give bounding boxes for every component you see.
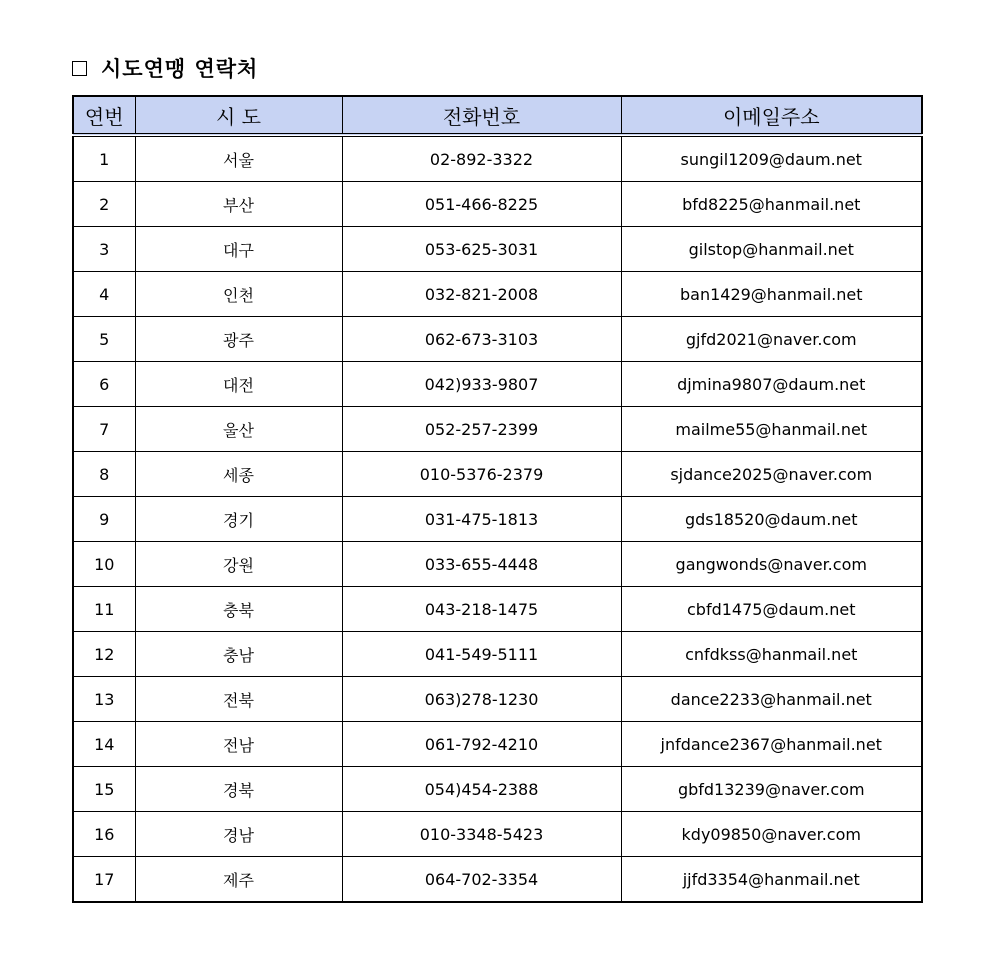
row-region: 경기 [135,497,342,542]
checkbox-icon [72,61,87,76]
row-region: 광주 [135,317,342,362]
row-phone: 031-475-1813 [342,497,621,542]
row-region: 세종 [135,452,342,497]
row-region: 울산 [135,407,342,452]
header-email: 이메일주소 [621,96,922,135]
table-row [73,857,922,903]
row-phone: 033-655-4448 [342,542,621,587]
table-row [73,812,922,857]
table-row [73,362,922,407]
row-email: bfd8225@hanmail.net [621,182,922,227]
table-row [73,542,922,587]
table-body [73,135,922,902]
contact-table [72,95,923,903]
row-phone: 063)278-1230 [342,677,621,722]
row-region: 충북 [135,587,342,632]
row-region: 제주 [135,857,342,903]
row-phone: 064-702-3354 [342,857,621,903]
row-number: 16 [73,812,135,857]
row-phone: 051-466-8225 [342,182,621,227]
row-email: gds18520@daum.net [621,497,922,542]
row-region: 인천 [135,272,342,317]
row-number: 17 [73,857,135,903]
row-region: 경북 [135,767,342,812]
table-row [73,632,922,677]
row-number: 3 [73,227,135,272]
row-email: cnfdkss@hanmail.net [621,632,922,677]
row-email: jnfdance2367@hanmail.net [621,722,922,767]
row-phone: 052-257-2399 [342,407,621,452]
row-number: 8 [73,452,135,497]
row-email: kdy09850@naver.com [621,812,922,857]
row-number: 1 [73,135,135,182]
row-number: 12 [73,632,135,677]
row-region: 전남 [135,722,342,767]
row-number: 6 [73,362,135,407]
page-heading [72,52,258,84]
row-email: ban1429@hanmail.net [621,272,922,317]
row-number: 2 [73,182,135,227]
row-email: jjfd3354@hanmail.net [621,857,922,903]
table-row [73,182,922,227]
table-row [73,317,922,362]
header-phone: 전화번호 [342,96,621,135]
row-number: 7 [73,407,135,452]
table-row [73,497,922,542]
row-region: 충남 [135,632,342,677]
row-phone: 053-625-3031 [342,227,621,272]
row-email: sjdance2025@naver.com [621,452,922,497]
row-phone: 032-821-2008 [342,272,621,317]
header-region: 시 도 [135,96,342,135]
row-number: 14 [73,722,135,767]
row-email: gbfd13239@naver.com [621,767,922,812]
row-email: sungil1209@daum.net [621,135,922,182]
row-number: 13 [73,677,135,722]
table-row [73,272,922,317]
table-row [73,722,922,767]
row-number: 11 [73,587,135,632]
table-row [73,587,922,632]
row-phone: 042)933-9807 [342,362,621,407]
row-phone: 062-673-3103 [342,317,621,362]
table-row [73,407,922,452]
row-number: 4 [73,272,135,317]
table-row [73,452,922,497]
row-number: 9 [73,497,135,542]
row-phone: 061-792-4210 [342,722,621,767]
table-row [73,135,922,182]
row-email: cbfd1475@daum.net [621,587,922,632]
row-region: 대전 [135,362,342,407]
row-region: 경남 [135,812,342,857]
table-row [73,677,922,722]
row-number: 5 [73,317,135,362]
row-phone: 054)454-2388 [342,767,621,812]
table-row [73,767,922,812]
row-number: 10 [73,542,135,587]
row-number: 15 [73,767,135,812]
row-region: 전북 [135,677,342,722]
row-region: 부산 [135,182,342,227]
row-email: gjfd2021@naver.com [621,317,922,362]
row-phone: 043-218-1475 [342,587,621,632]
row-email: dance2233@hanmail.net [621,677,922,722]
row-phone: 02-892-3322 [342,135,621,182]
table-header-row [73,96,922,135]
row-email: mailme55@hanmail.net [621,407,922,452]
table-row [73,227,922,272]
row-phone: 010-5376-2379 [342,452,621,497]
row-email: gilstop@hanmail.net [621,227,922,272]
row-email: djmina9807@daum.net [621,362,922,407]
row-phone: 041-549-5111 [342,632,621,677]
row-phone: 010-3348-5423 [342,812,621,857]
row-region: 서울 [135,135,342,182]
row-region: 강원 [135,542,342,587]
row-email: gangwonds@naver.com [621,542,922,587]
header-number: 연번 [73,96,135,135]
page-title: 시도연맹 연락처 [101,56,259,81]
row-region: 대구 [135,227,342,272]
